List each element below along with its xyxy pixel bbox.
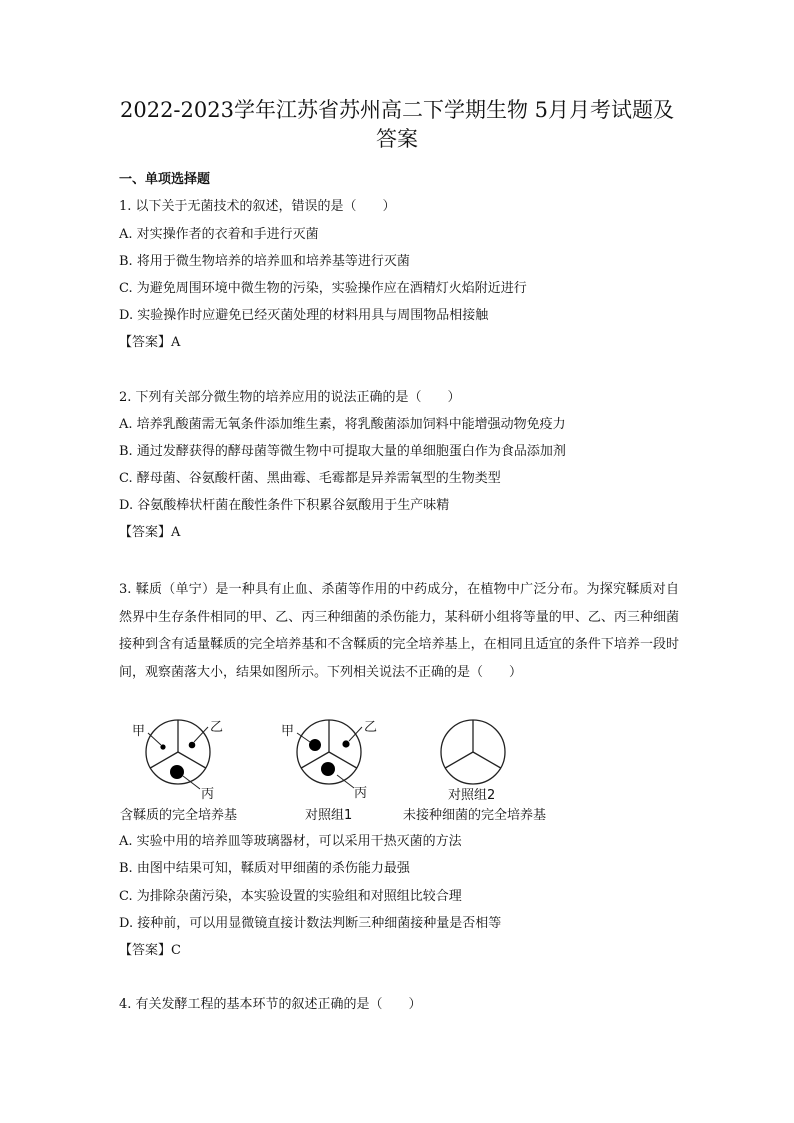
bacteria-culture-figure	[115, 717, 575, 829]
question-2-option-c: C. 酵母菌、谷氨酸杆菌、黑曲霉、毛霉都是异养需氧型的生物类型	[119, 471, 501, 486]
question-3-option-a: A. 实验中用的培养皿等玻璃器材，可以采用干热灭菌的方法	[119, 834, 462, 849]
question-1-option-b: B. 将用于微生物培养的培养皿和培养基等进行灭菌	[119, 254, 410, 269]
colony-bing-control	[321, 762, 335, 776]
caption-no-inoculation: 未接种细菌的完全培养基	[403, 808, 547, 823]
label-control-2: 对照组2	[448, 788, 496, 803]
label-jia-control: 甲	[281, 724, 295, 739]
title-line-2: 答案	[376, 127, 418, 151]
document-title	[100, 96, 694, 154]
label-yi-control: 乙	[364, 720, 378, 735]
question-3-stem: 3. 鞣质（单宁）是一种具有止血、杀菌等作用的中药成分，在植物中广泛分布。为探究鞣质对自然界中生存条件相同的甲、乙、丙三种细菌的杀伤能力，某科研小组将等量的甲、乙、丙三种细菌接种到含有适量鞣质的完全培养基和不含鞣质的完全培养基上，在相同且适宜的条件下培养一段时间，观察菌落大小，结果如图所示。下列相关说法不正确的是（ ）	[119, 582, 679, 680]
question-2-option-a: A. 培养乳酸菌需无氧条件添加维生素，将乳酸菌添加饲料中能增强动物免疫力	[119, 417, 566, 432]
label-bing: 丙	[201, 787, 215, 802]
plate-with-tannin	[132, 720, 223, 802]
culture-plates-diagram	[115, 717, 575, 829]
question-2-option-b: B. 通过发酵获得的酵母菌等微生物中可提取大量的单细胞蛋白作为食品添加剂	[119, 444, 566, 459]
colony-jia-control	[309, 739, 321, 751]
question-3-answer: 【答案】C	[119, 943, 181, 958]
colony-bing	[170, 765, 184, 779]
question-1-answer: 【答案】A	[119, 335, 181, 350]
label-yi: 乙	[210, 720, 224, 735]
colony-yi	[189, 742, 196, 749]
question-3-option-b: B. 由图中结果可知，鞣质对甲细菌的杀伤能力最强	[119, 861, 410, 876]
question-4-stem: 4. 有关发酵工程的基本环节的叙述正确的是（ ）	[119, 997, 422, 1012]
colony-jia	[160, 744, 165, 749]
caption-with-tannin: 含鞣质的完全培养基	[120, 808, 238, 823]
question-3-option-d: D. 接种前，可以用显微镜直接计数法判断三种细菌接种量是否相等	[119, 916, 502, 931]
label-jia: 甲	[132, 724, 146, 739]
question-1-stem: 1. 以下关于无菌技术的叙述，错误的是（ ）	[119, 199, 396, 214]
plate-control-1	[281, 720, 377, 801]
question-2-option-d: D. 谷氨酸棒状杆菌在酸性条件下积累谷氨酸用于生产味精	[119, 498, 450, 513]
question-1-option-a: A. 对实操作者的衣着和手进行灭菌	[119, 227, 319, 242]
question-2-stem: 2. 下列有关部分微生物的培养应用的说法正确的是（ ）	[119, 390, 461, 405]
label-bing-control: 丙	[354, 786, 368, 801]
question-1-option-c: C. 为避免周围环境中微生物的污染，实验操作应在酒精灯火焰附近进行	[119, 281, 527, 296]
title-line-1: 2022-2023学年江苏省苏州高二下学期生物 5月月考试题及	[119, 98, 675, 122]
question-1-option-d: D. 实验操作时应避免已经灭菌处理的材料用具与周围物品相接触	[119, 308, 489, 323]
question-3-option-c: C. 为排除杂菌污染，本实验设置的实验组和对照组比较合理	[119, 889, 462, 904]
caption-control-1: 对照组1	[305, 808, 353, 823]
plate-control-2	[441, 720, 505, 803]
section-heading: 一、单项选择题	[119, 172, 211, 187]
colony-yi-control	[342, 740, 349, 747]
question-2-answer: 【答案】A	[119, 525, 181, 540]
